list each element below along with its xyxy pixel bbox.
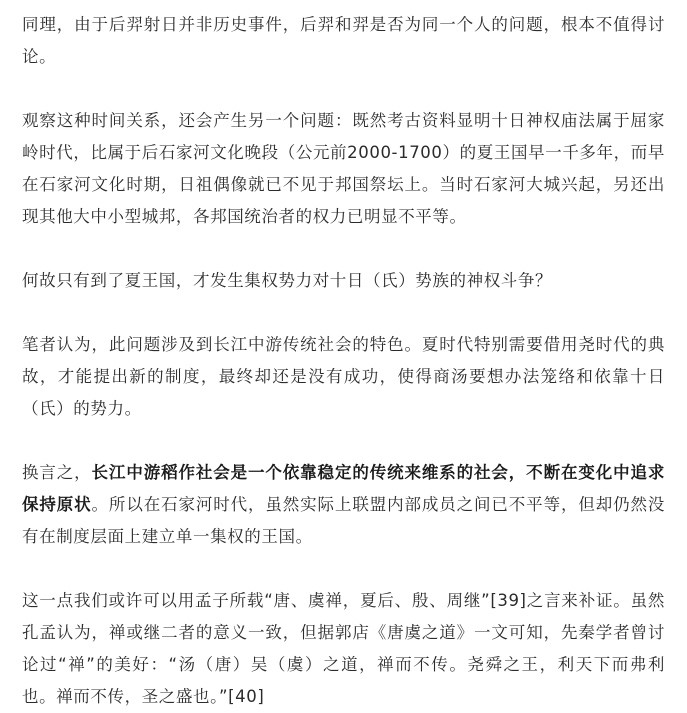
paragraph-gap [22,73,665,105]
paragraph-5 [22,457,665,553]
paragraph-1: 同理，由于后羿射日并非历史事件，后羿和羿是否为同一个人的问题，根本不值得讨论。 [22,15,665,66]
paragraph-6: 这一点我们或许可以用孟子所载“唐、虞禅，夏后、殷、周继”[39]之言来补证。虽然孔孟认为，禅或继二者的意义一致，但据郭店《唐虞之道》一文可知，先秦学者曾讨论过“禅”的美好：“汤（唐）吴（虞）之道，禅而不传。尧舜之王，利天下而弗利也。禅而不传，圣之盛也。”[40] [22,591,665,706]
paragraph-3: 何故只有到了夏王国，才发生集权势力对十日（氏）势族的神权斗争？ [22,271,553,290]
paragraph-5-lead: 换言之， [22,463,92,482]
paragraph-2: 观察这种时间关系，还会产生另一个问题：既然考古资料显明十日神权庙法属于屈家岭时代，比属于后石家河文化晚段（公元前2000-1700）的夏王国早一千多年，而早在石家河文化时期，日祖偶像就已不见于邦国祭坛上。当时石家河大城兴起，另还出现其他大中小型城邦，各邦国统治者的权力已明显不平等。 [22,111,665,226]
paragraph-gap [22,233,665,265]
paragraph-4: 笔者认为，此问题涉及到长江中游传统社会的特色。夏时代特别需要借用尧时代的典故，才能提出新的制度，最终却还是没有成功，使得商汤要想办法笼络和依靠十日（氏）的势力。 [22,335,665,418]
paragraph-gap [22,553,665,585]
paragraph-gap [22,297,665,329]
paragraph-gap [22,425,665,457]
paragraph-5-emphasis: 长江中游稻作社会是一个依靠稳定的传统来维系的社会，不断在变化中追求保持原状 [22,463,665,514]
paragraph-5-rest: 。所以在石家河时代，虽然实际上联盟内部成员之间已不平等，但却仍然没有在制度层面上建立单一集权的王国。 [22,495,665,546]
